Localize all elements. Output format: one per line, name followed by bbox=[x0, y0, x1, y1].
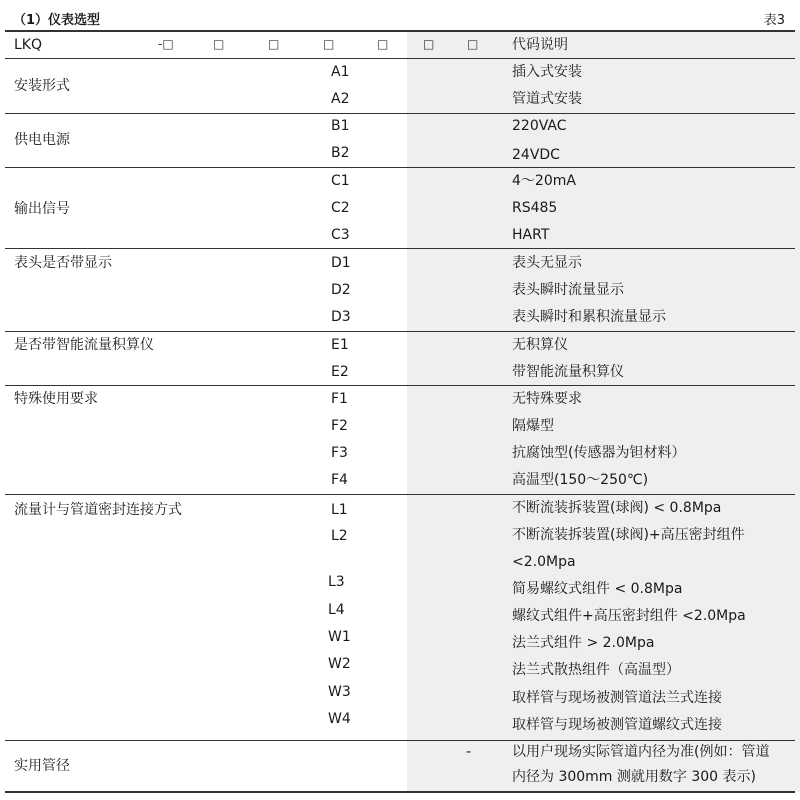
group-label-display: 表头是否带显示 bbox=[14, 255, 112, 271]
option-description: 隔爆型 bbox=[512, 418, 554, 434]
code-slot: □ bbox=[467, 37, 479, 51]
top-rule bbox=[5, 30, 795, 32]
group-label-pipe-size: 实用管径 bbox=[14, 758, 70, 774]
option-description: HART bbox=[512, 227, 550, 243]
option-description: 插入式安装 bbox=[512, 64, 582, 80]
option-description: 表头瞬时和累积流量显示 bbox=[512, 309, 666, 325]
option-description: 24VDC bbox=[512, 147, 560, 163]
divider bbox=[5, 248, 795, 249]
option-description: 法兰式散热组件（高温型） bbox=[512, 662, 680, 678]
option-description: RS485 bbox=[512, 200, 558, 216]
table-number: 表3 bbox=[763, 13, 785, 28]
code-slot: □ bbox=[323, 37, 335, 51]
option-description: 无积算仪 bbox=[512, 337, 568, 353]
divider bbox=[5, 167, 795, 168]
option-code: W2 bbox=[328, 656, 351, 672]
option-code: C2 bbox=[331, 200, 350, 216]
option-description: 螺纹式组件+高压密封组件 <2.0Mpa bbox=[512, 608, 746, 624]
option-code: D3 bbox=[331, 309, 351, 325]
divider bbox=[5, 113, 795, 114]
option-code: B2 bbox=[331, 145, 350, 161]
section-title: （1）仪表选型 bbox=[13, 13, 101, 28]
code-slot: □ bbox=[377, 37, 389, 51]
group-label-totalizer: 是否带智能流量积算仪 bbox=[14, 337, 154, 353]
option-description: 抗腐蚀型(传感器为钽材料） bbox=[512, 445, 686, 461]
option-code: W1 bbox=[328, 629, 351, 645]
option-code: F4 bbox=[331, 472, 348, 488]
option-code: A2 bbox=[331, 91, 350, 107]
option-description: 无特殊要求 bbox=[512, 391, 582, 407]
option-description: 表头无显示 bbox=[512, 255, 582, 271]
option-code: W4 bbox=[328, 711, 351, 727]
option-description: 不断流装拆装置(球阀)+高压密封组件 bbox=[512, 527, 745, 543]
option-code: L4 bbox=[328, 602, 345, 618]
group-label-power: 供电电源 bbox=[14, 132, 70, 148]
option-description: 不断流装拆装置(球阀) < 0.8Mpa bbox=[512, 500, 722, 516]
option-code: F1 bbox=[331, 391, 348, 407]
divider bbox=[5, 494, 795, 495]
divider bbox=[5, 385, 795, 386]
group-label-connection: 流量计与管道密封连接方式 bbox=[14, 502, 182, 518]
option-description: 内径为 300mm 测就用数字 300 表示) bbox=[512, 769, 756, 785]
divider bbox=[5, 331, 795, 332]
option-description: 管道式安装 bbox=[512, 91, 582, 107]
option-description: 220VAC bbox=[512, 118, 567, 134]
option-code: L1 bbox=[331, 502, 348, 518]
code-slot: -□ bbox=[158, 37, 174, 51]
option-description: 以用户现场实际管道内径为准(例如：管道 bbox=[512, 744, 770, 760]
group-label-install: 安装形式 bbox=[14, 78, 70, 94]
option-code: L3 bbox=[328, 574, 345, 590]
option-description: 4～20mA bbox=[512, 173, 576, 189]
header-rule bbox=[5, 58, 795, 59]
option-code: L2 bbox=[331, 528, 348, 544]
option-description: 取样管与现场被测管道法兰式连接 bbox=[512, 690, 722, 706]
option-code: E2 bbox=[331, 364, 349, 380]
bottom-rule bbox=[5, 791, 795, 793]
option-description: 高温型(150～250℃) bbox=[512, 472, 649, 488]
option-description: 表头瞬时流量显示 bbox=[512, 282, 624, 298]
option-code: E1 bbox=[331, 337, 349, 353]
option-code: A1 bbox=[331, 64, 350, 80]
code-slot: □ bbox=[268, 37, 280, 51]
option-code: D2 bbox=[331, 282, 351, 298]
option-description: 简易螺纹式组件 < 0.8Mpa bbox=[512, 581, 683, 597]
divider bbox=[5, 740, 795, 741]
option-code: B1 bbox=[331, 118, 350, 134]
description-header: 代码说明 bbox=[512, 37, 568, 53]
option-description: 带智能流量积算仪 bbox=[512, 364, 624, 380]
option-code: D1 bbox=[331, 255, 351, 271]
group-label-special: 特殊使用要求 bbox=[14, 391, 98, 407]
option-code: F2 bbox=[331, 418, 348, 434]
code-slot: □ bbox=[213, 37, 225, 51]
option-code: - bbox=[466, 744, 472, 760]
option-description: 取样管与现场被测管道螺纹式连接 bbox=[512, 717, 722, 733]
code-slot: □ bbox=[423, 37, 435, 51]
option-code: C3 bbox=[331, 227, 350, 243]
option-description: 法兰式组件 > 2.0Mpa bbox=[512, 635, 655, 651]
model-code: LKQ bbox=[14, 37, 42, 53]
option-code: W3 bbox=[328, 684, 351, 700]
option-code: F3 bbox=[331, 445, 348, 461]
option-description: <2.0Mpa bbox=[512, 554, 576, 570]
group-label-output: 输出信号 bbox=[14, 201, 70, 217]
option-code: C1 bbox=[331, 173, 350, 189]
table-caption-bar bbox=[5, 4, 795, 30]
